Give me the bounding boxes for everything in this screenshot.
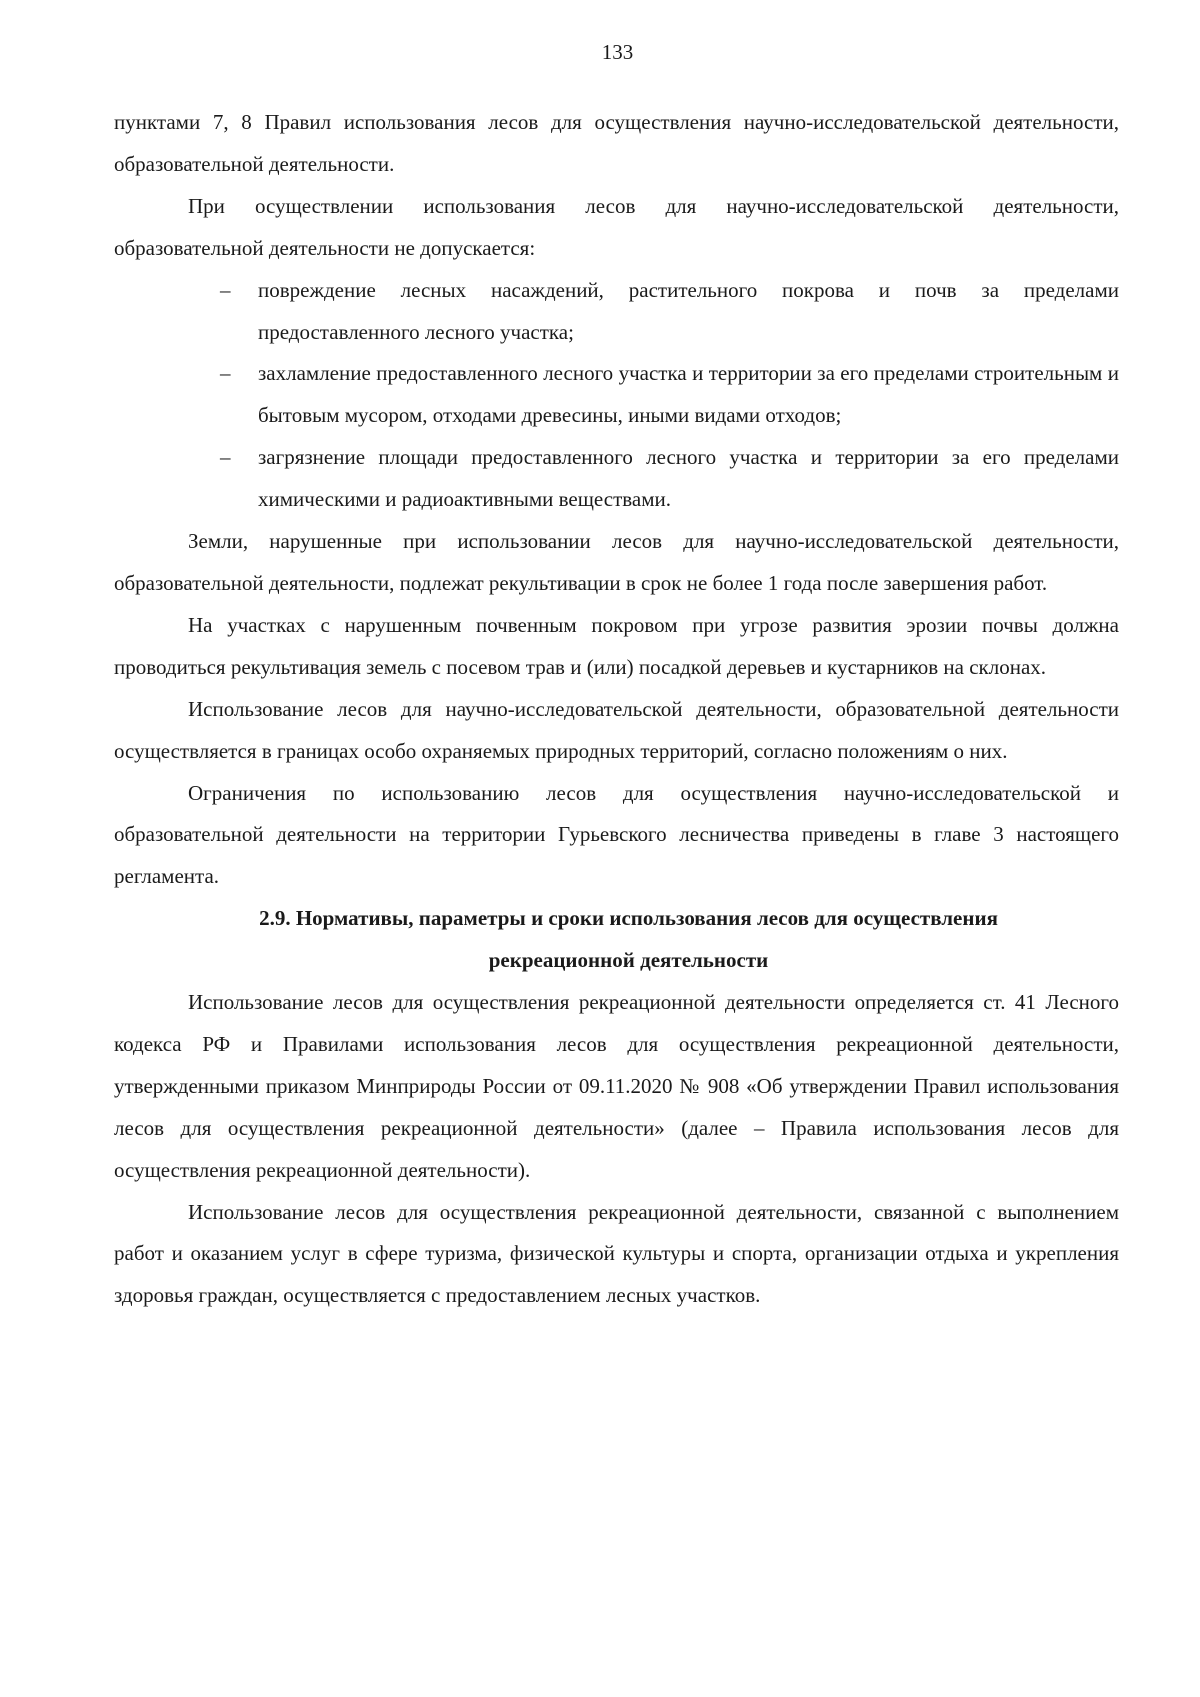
paragraph-recreation-law: Использование лесов для осуществления рекреационной деятельности определяется ст. 41 Лесного кодекса РФ и Правилами использования лесов для осуществления рекреационной деятельности, утвержденными приказом Минприроды России от 09.11.2020 № 908 «Об утверждении Правил использования лесов для осуществления рекреационной деятельности» (далее – Правила использования лесов для осуществления рекреационной деятельности).: [114, 990, 1119, 1182]
paragraph-reclamation: Земли, нарушенные при использовании лесов для научно-исследовательской деятельности, образовательной деятельности, подлежат рекультивации в срок не более 1 года после завершения работ.: [114, 529, 1119, 595]
list-item: [114, 270, 1119, 354]
list-dash: –: [220, 277, 231, 302]
list-item-text: загрязнение площади предоставленного лесного участка и территории за его пределами химическими и радиоактивными веществами.: [258, 445, 1119, 512]
paragraph-recreation-services: Использование лесов для осуществления рекреационной деятельности, связанной с выполнением работ и оказанием услуг в сфере туризма, физической культуры и спорта, организации отдыха и укрепления здоровья граждан, осуществляется с предоставлением лесных участков.: [114, 1199, 1119, 1308]
paragraph-restrictions-intro: При осуществлении использования лесов для научно-исследовательской деятельности, образовательной деятельности не допускается:: [114, 193, 1119, 260]
document-body: [114, 102, 1119, 1317]
page-number: 133: [601, 40, 634, 64]
section-heading-line1: 2.9. Нормативы, параметры и сроки использования лесов для осуществления: [259, 906, 998, 931]
paragraph-protected-areas: Использование лесов для научно-исследовательской деятельности, образовательной деятельности осуществляется в границах особо охраняемых природных территорий, согласно положениям о них.: [114, 696, 1119, 763]
section-heading: [114, 898, 1119, 982]
list-item-text: захламление предоставленного лесного участка и территории за его пределами строительным и бытовым мусором, отходами древесины, иными видами отходов;: [258, 361, 1119, 428]
paragraph-limitations: Ограничения по использованию лесов для осуществления научно-исследовательской и образовательной деятельности на территории Гурьевского лесничества приведены в главе 3 настоящего регламента.: [114, 780, 1119, 889]
paragraph-erosion: На участках с нарушенным почвенным покровом при угрозе развития эрозии почвы должна проводиться рекультивация земель с посевом трав и (или) посадкой деревьев и кустарников на склонах.: [114, 612, 1119, 679]
list-dash: –: [220, 445, 231, 470]
section-heading-line2: рекреационной деятельности: [488, 948, 769, 973]
list-dash: –: [220, 361, 231, 386]
list-item-text: повреждение лесных насаждений, растительного покрова и почв за пределами предоставленного лесного участка;: [258, 277, 1119, 344]
restrictions-list: [114, 270, 1119, 521]
list-item: [114, 437, 1119, 521]
list-item: [114, 353, 1119, 437]
paragraph-continuation: пунктами 7, 8 Правил использования лесов для осуществления научно-исследовательской деятельности, образовательной деятельности.: [114, 110, 1119, 176]
